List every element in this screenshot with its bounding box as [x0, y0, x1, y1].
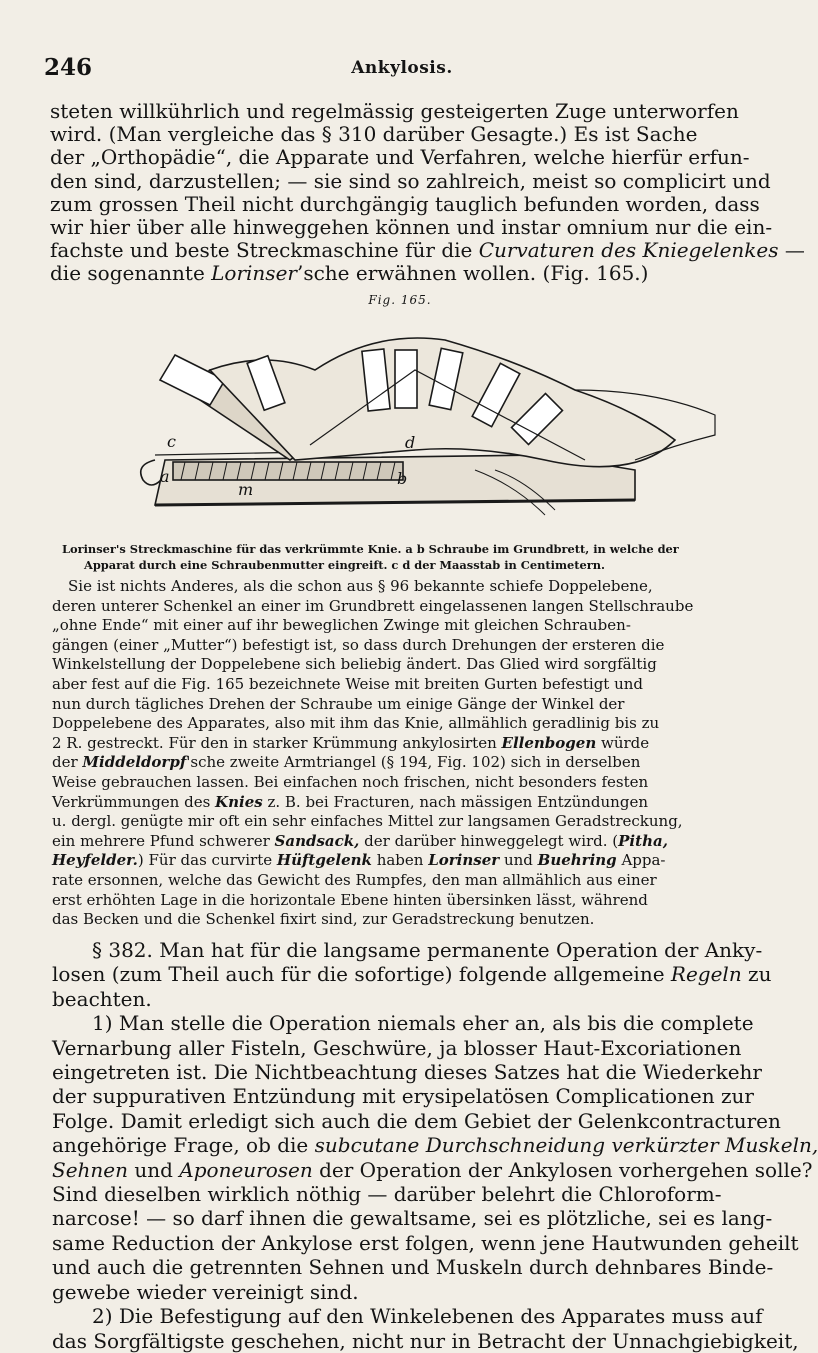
- caption-line: Apparat durch eine Schraubenmutter eingreift. c d der Maasstab in Centimetern.: [84, 558, 606, 572]
- text-run: losen (zum Theil auch für die sofortige) folgende allgemeine: [52, 962, 671, 987]
- text-line: [52, 962, 772, 987]
- text-run: ’sche erwähnen wollen. (Fig. 165.): [296, 261, 649, 286]
- foot-plate: [160, 355, 225, 405]
- text-line: gewebe wieder vereinigt sind.: [52, 1279, 359, 1304]
- caption-line: Lorinser's Streckmaschine für das verkrümmte Knie. a b Schraube im Grundbrett, in welche der: [62, 542, 679, 556]
- text-run: der: [52, 753, 83, 772]
- italic-term: Aponeurosen: [179, 1157, 313, 1182]
- text-run: ) Für das curvirte: [137, 851, 277, 870]
- text-run: die sogenannte: [50, 261, 212, 286]
- text-line: [52, 832, 764, 852]
- figure-label: Fig. 165.: [368, 293, 432, 307]
- figure-illustration: [115, 310, 745, 540]
- italic-term: Knies: [215, 792, 263, 811]
- figure-letter-b: b: [397, 469, 408, 488]
- italic-term: Sandsack,: [274, 831, 360, 850]
- text-line: und auch die getrennten Sehnen und Muskeln durch dehnbares Binde-: [52, 1255, 774, 1280]
- text-line: [52, 851, 764, 871]
- text-line: rate ersonnen, welche das Gewicht des Rumpfes, den man allmählich aus einer: [52, 870, 657, 889]
- page-header: [44, 54, 760, 84]
- text-run: 'sche zweite Armtriangel (§ 194, Fig. 102) sich in derselben: [186, 753, 641, 772]
- text-line: den sind, darzustellen; — sie sind so zahlreich, meist so complicirt und: [50, 168, 771, 193]
- text-line: 2) Die Befestigung auf den Winkelebenen des Apparates muss auf: [92, 1304, 763, 1329]
- text-line: beachten.: [52, 986, 152, 1011]
- italic-term: Hüftgelenk: [276, 851, 372, 870]
- text-line: erst erhöhten Lage in die horizontale Ebene hinten übersinken lässt, während: [52, 890, 648, 909]
- text-run: 2 R. gestreckt. Für den in starker Krümmung ankylosirten: [52, 733, 502, 752]
- text-line: gängen (einer „Mutter“) befestigt ist, so dass durch Drehungen der ersteren die: [52, 635, 665, 654]
- text-run: Verkrümmungen des: [52, 792, 216, 811]
- text-line: Folge. Damit erledigt sich auch die dem Gebiet der Gelenkcontracturen: [52, 1108, 781, 1133]
- text-run: z. B. bei Fracturen, nach mässigen Entzündungen: [262, 792, 648, 811]
- text-line: Sind dieselben wirklich nöthig — darüber belehrt die Chloroform-: [52, 1182, 722, 1207]
- text-run: der Operation der Ankylosen vorhergehen solle?: [312, 1157, 813, 1182]
- italic-name: Lorinser: [211, 261, 297, 286]
- italic-term: Curvaturen des Kniegelenkes: [478, 238, 779, 263]
- italic-name: Middeldorpf: [82, 753, 187, 772]
- running-title: Ankylosis.: [351, 58, 453, 78]
- italic-name: Heyfelder.: [52, 851, 138, 870]
- text-line: wir hier über alle hinweggehen können und instar omnium nur die ein-: [50, 215, 773, 240]
- text-line: [52, 1157, 813, 1182]
- figure-letter-a: a: [160, 467, 170, 486]
- text-run: und: [499, 851, 538, 870]
- text-line: Vernarbung aller Fisteln, Geschwüre, ja blosser Haut-Excoriationen: [52, 1035, 742, 1060]
- figure-letter-d: d: [405, 433, 416, 452]
- text-line: [50, 238, 805, 263]
- text-line: eingetreten ist. Die Nichtbeachtung dieses Satzes hat die Wiederkehr: [52, 1060, 762, 1085]
- text-line: das Sorgfältigste geschehen, nicht nur in Betracht der Unnachgiebigkeit,: [52, 1328, 799, 1353]
- text-run: der darüber hinweggelegt wird. (: [359, 831, 619, 850]
- figure-caption: [62, 541, 762, 573]
- italic-term: Ellenbogen: [501, 733, 597, 752]
- italic-term: subcutane Durchschneidung verkürzter Muskeln,: [314, 1133, 818, 1158]
- text-line: der suppurativen Entzündung mit erysipelatösen Complicationen zur: [52, 1084, 754, 1109]
- text-line: same Reduction der Ankylose erst folgen, wenn jene Hautwunden geheilt: [52, 1230, 799, 1255]
- screw-rail: [173, 462, 403, 480]
- text-run: angehörige Frage, ob die: [52, 1133, 315, 1158]
- section-heading-line: § 382. Man hat für die langsame permanente Operation der Anky-: [92, 938, 763, 962]
- text-line: [52, 734, 764, 754]
- text-line: zum grossen Theil nicht durchgängig tauglich befunden worden, dass: [50, 191, 760, 216]
- text-line: aber fest auf die Fig. 165 bezeichnete Weise mit breiten Gurten befestigt und: [52, 674, 644, 693]
- text-line: [52, 793, 764, 813]
- text-line: Winkelstellung der Doppelebene sich beliebig ändert. Das Glied wird sorgfältig: [52, 655, 657, 674]
- text-line: [52, 1133, 818, 1158]
- text-run: würde: [596, 733, 650, 752]
- text-line: das Becken und die Schenkel fixirt sind, zur Geradstreckung benutzen.: [52, 910, 595, 929]
- text-run: ein mehrere Pfund schwerer: [52, 831, 275, 850]
- text-run: fachste und beste Streckmaschine für die: [50, 238, 479, 263]
- text-line: [50, 262, 762, 285]
- text-line: „ohne Ende“ mit einer auf ihr beweglichen Zwinge mit gleichen Schrauben-: [52, 616, 631, 635]
- paragraph-description: [52, 577, 764, 930]
- text-line: Sie ist nichts Anderes, als die schon aus § 96 bekannte schiefe Doppelebene,: [68, 577, 653, 595]
- italic-term: Regeln: [670, 962, 742, 987]
- section-382: [52, 938, 818, 1353]
- text-line: der „Orthopädie“, die Apparate und Verfahren, welche hierfür erfun-: [50, 145, 750, 170]
- text-line: Weise gebrauchen lassen. Bei einfachen noch frischen, nicht besonders festen: [52, 772, 649, 791]
- text-line: u. dergl. genügte mir oft ein sehr einfaches Mittel zur langsamen Geradstreckung,: [52, 812, 683, 831]
- text-line: steten willkührlich und regelmässig gesteigerten Zuge unterworfen: [50, 99, 739, 123]
- figure-letter-c: c: [167, 432, 176, 451]
- italic-term: Sehnen: [52, 1157, 129, 1182]
- page-number: 246: [44, 54, 93, 81]
- text-line: nun durch tägliches Drehen der Schraube um einige Gänge der Winkel der: [52, 694, 625, 713]
- text-run: zu: [741, 962, 772, 987]
- text-line: Doppelebene des Apparates, also mit ihm das Knie, allmählich geradlinig bis zu: [52, 714, 660, 733]
- figure-letter-m: m: [238, 480, 254, 499]
- italic-name: Pitha,: [618, 831, 668, 850]
- text-line: 1) Man stelle die Operation niemals eher an, als bis die complete: [92, 1011, 754, 1036]
- text-line: wird. (Man vergleiche das § 310 darüber Gesagte.) Es ist Sache: [50, 122, 698, 147]
- paragraph-intro: [50, 99, 805, 286]
- text-line: [52, 753, 764, 773]
- screw-crank: [141, 460, 161, 485]
- text-run: —: [778, 238, 805, 263]
- text-run: haben: [371, 851, 429, 870]
- text-line: narcose! — so darf ihnen die gewaltsame, sei es plötzliche, sei es lang-: [52, 1206, 773, 1231]
- italic-name: Lorinser: [428, 851, 500, 870]
- text-line: deren unterer Schenkel an einer im Grundbrett eingelassenen langen Stellschraube: [52, 596, 694, 615]
- text-run: Appa-: [616, 851, 666, 870]
- italic-name: Buehring: [537, 851, 617, 870]
- text-run: und: [128, 1157, 180, 1182]
